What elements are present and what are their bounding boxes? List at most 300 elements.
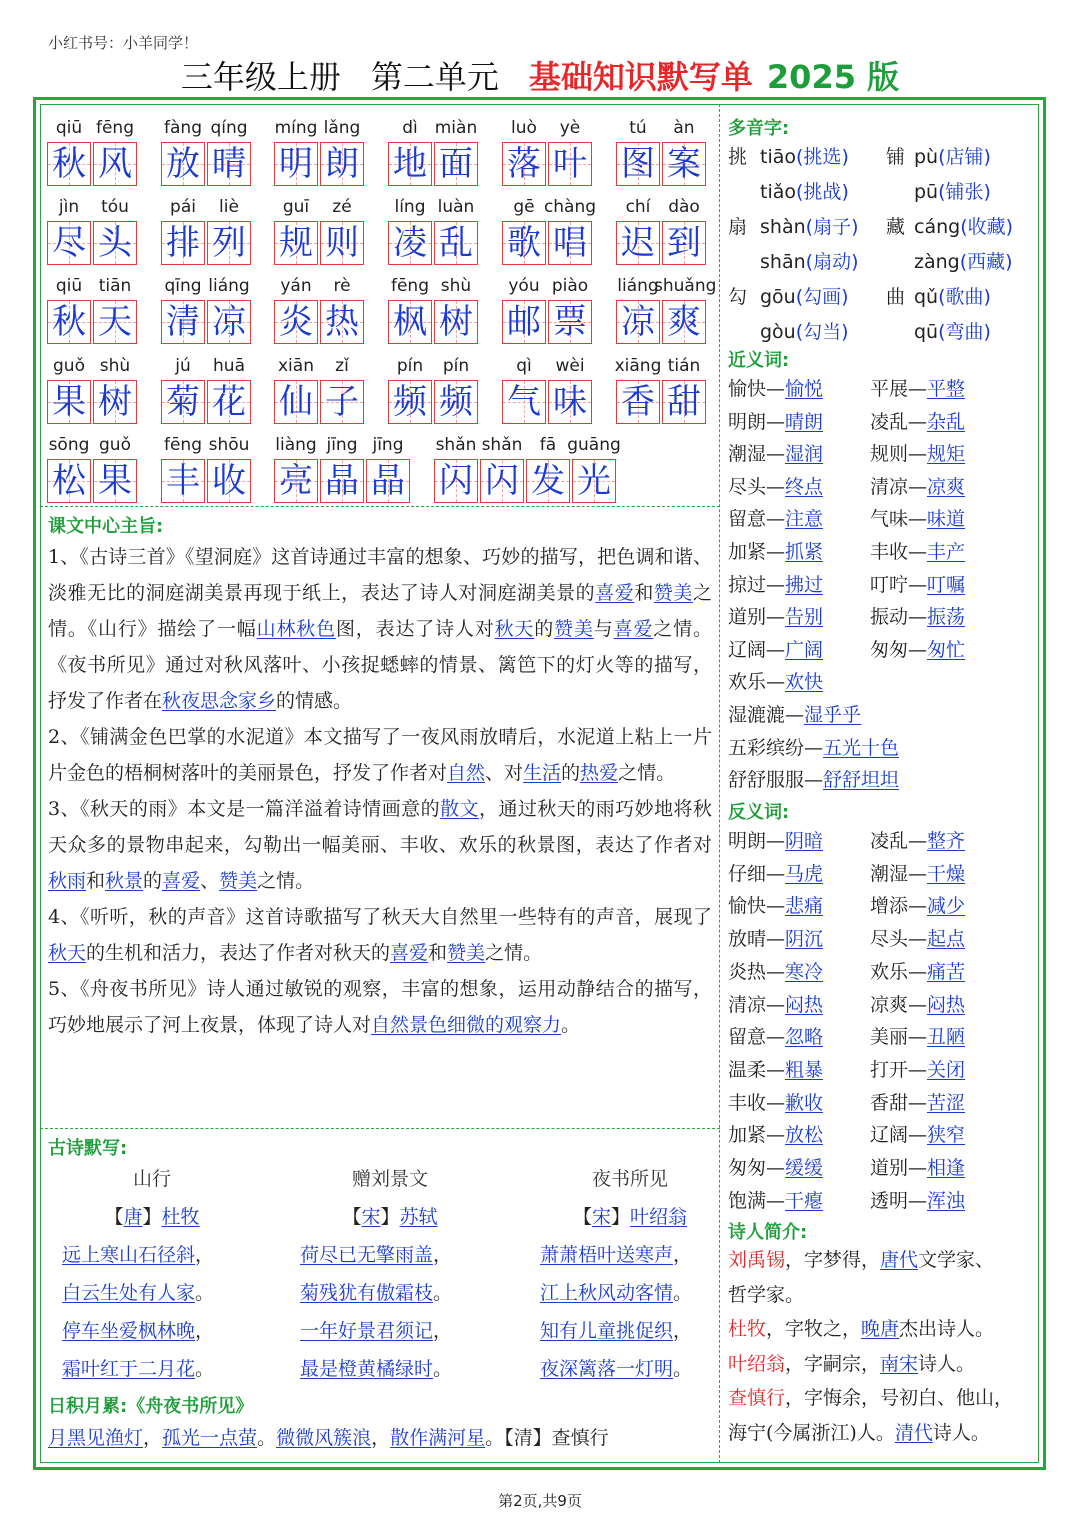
pinyin-syllable: fēng (390, 276, 429, 296)
character-box (388, 300, 432, 344)
underlined-answer: 晚唐 (861, 1318, 900, 1340)
character-box (207, 300, 251, 344)
vocab-word (388, 197, 480, 267)
section-duoyin-heading: 多音字: (728, 118, 790, 139)
text-run: 2、《铺满金色巴掌的水泥道》本文描写了一夜风雨放晴后，水泥道上粘上一片片金色的梧桐树落叶的美丽景色，抒发了作者对 (48, 726, 712, 784)
polyphone-word-wrap: (挑选) (796, 146, 849, 168)
poet-line (728, 1245, 994, 1272)
word-answer: 浑浊 (927, 1189, 966, 1212)
pinyin-syllable: míng (274, 118, 318, 138)
character-box (388, 380, 432, 424)
pinyin-syllable: zǐ (335, 356, 349, 376)
polyphone-word: 弯曲 (945, 321, 984, 343)
character-box (388, 142, 432, 186)
vocab-word (274, 197, 366, 267)
polyphone-pinyin: shān(扇动) (760, 251, 859, 273)
character-box (548, 221, 592, 265)
vocab-boxes (161, 221, 251, 265)
character: 秋 (52, 302, 86, 342)
word-base: 打开 (870, 1058, 909, 1081)
pinyin-syllable: gē (513, 197, 535, 217)
pinyin-syllable: qiū (55, 276, 83, 296)
poem-author: 苏轼 (399, 1206, 438, 1228)
word-base: 湿漉漉 (728, 704, 786, 726)
word-pair-row (728, 570, 1028, 600)
vocab-boxes (47, 221, 137, 265)
poem-punct: 。 (673, 1282, 693, 1304)
pinyin-syllable: guǒ (53, 356, 85, 376)
word-pair-row (728, 439, 1028, 469)
character: 唱 (553, 223, 587, 263)
word-answer: 味道 (927, 508, 966, 531)
word-base: 凉爽 (870, 993, 909, 1016)
word-answer: 整齐 (927, 830, 966, 852)
word-answer: 平整 (927, 378, 966, 400)
word-answer: 歉收 (785, 1091, 824, 1114)
character-box (320, 221, 364, 265)
poem-punct: 。 (433, 1282, 453, 1304)
word-pair-row (728, 733, 1028, 763)
character-box (502, 380, 546, 424)
polyphone-word: 勾当 (803, 321, 842, 343)
poem-verse: 萧萧梧叶送寒声 (540, 1244, 674, 1266)
polyphone-pinyin: pū(铺张) (914, 181, 991, 203)
word-base: 清凉 (728, 993, 767, 1016)
underlined-answer: 孤光一点萤 (162, 1427, 258, 1449)
polyphone-row (728, 282, 1028, 312)
text-run: 文学家、 (918, 1249, 995, 1271)
pinyin-syllable: qīng (164, 276, 202, 296)
vocab-boxes (616, 142, 706, 186)
polyphone-pinyin: zàng(西藏) (914, 251, 1013, 273)
character-box (320, 142, 364, 186)
word-base: 加紧 (728, 1124, 767, 1147)
poem-line (300, 1274, 480, 1312)
section-poets-heading: 诗人简介: (728, 1222, 808, 1243)
daily-verse (48, 1420, 609, 1456)
word-pair-row (728, 667, 1028, 697)
word-answer: 闷热 (927, 993, 966, 1016)
poem-punct: 。 (195, 1358, 215, 1380)
character-box (502, 300, 546, 344)
character-box (274, 300, 318, 344)
pinyin-syllable: qiū (55, 118, 83, 138)
word-pair: 加紧—放松 (728, 1124, 824, 1147)
word-base: 明朗 (728, 410, 767, 433)
pinyin-syllable: lǎng (323, 118, 361, 138)
text-run: 之情。 (485, 942, 543, 964)
underlined-answer: 喜爱 (613, 618, 654, 640)
poem-title: 山行 (132, 1168, 171, 1190)
text-run: 哲学家。 (728, 1283, 805, 1306)
polyphone-pinyin: cáng(收藏) (914, 216, 1014, 238)
word-pair-row (728, 700, 1028, 730)
character: 发 (531, 461, 565, 501)
underlined-answer: 喜爱 (390, 942, 429, 964)
word-base: 丰收 (728, 1091, 767, 1114)
character-box (434, 459, 478, 503)
poem-verse: 白云生处有人家 (62, 1282, 196, 1304)
text-run: 图，表达了诗人对 (335, 618, 495, 640)
word-answer: 悲痛 (785, 895, 824, 918)
poet-name: 查慎行 (728, 1387, 786, 1409)
word-answer: 叮嘱 (927, 573, 966, 596)
text-run: ，字梦得， (785, 1249, 881, 1271)
word-pair-row (728, 765, 1028, 795)
character: 晶 (325, 461, 359, 501)
vocab-boxes (388, 142, 478, 186)
character-box (616, 142, 660, 186)
word-base: 振动 (870, 606, 909, 629)
word-base: 潮湿 (870, 862, 909, 885)
vocab-boxes (47, 459, 137, 503)
word-answer: 缓缓 (785, 1157, 824, 1179)
word-base: 潮湿 (728, 443, 767, 466)
pinyin-syllable: líng (394, 197, 426, 217)
vocab-boxes (502, 221, 592, 265)
vocab-word (47, 197, 139, 267)
word-pair: 饱满—干瘪 (728, 1189, 824, 1212)
pinyin-syllable: liàng (275, 435, 317, 455)
word-pair-row (728, 924, 1028, 954)
character-box (366, 459, 410, 503)
word-pair: 湿漉漉—湿乎乎 (728, 704, 862, 726)
word-answer: 愉悦 (785, 378, 824, 400)
polyphone-char: 扇 (728, 216, 748, 238)
poem-author: 叶绍翁 (630, 1206, 688, 1228)
word-base: 炎热 (728, 960, 767, 983)
pinyin-syllable: shōu (208, 435, 250, 455)
polyphone-row (728, 317, 1028, 347)
pinyin-syllable: shǎn (481, 435, 523, 455)
vocab-word (47, 356, 139, 426)
pinyin-syllable: tóu (101, 197, 129, 217)
character-box (572, 459, 616, 503)
pinyin-syllable: tián (667, 356, 701, 376)
underlined-answer: 生活 (523, 762, 562, 784)
word-pair-row (728, 1088, 1028, 1118)
pinyin-syllable: yóu (508, 276, 540, 296)
poem-line (62, 1350, 242, 1388)
poem-dynasty: 宋 (361, 1206, 381, 1228)
character: 案 (667, 144, 701, 184)
word-base: 叮咛 (870, 573, 909, 596)
word-answer: 马虎 (785, 862, 824, 885)
polyphone-word-wrap: (歌曲) (938, 286, 991, 308)
underlined-answer: 赞美 (653, 582, 693, 604)
pinyin-syllable: guǒ (99, 435, 131, 455)
poem-punct: ， (195, 1320, 215, 1342)
theme-paragraph (48, 719, 712, 791)
text-run: 3、《秋天的雨》本文是一篇洋溢着诗情画意的 (48, 798, 441, 820)
text-run: 之情。《夜书所见》通过对秋风落叶、小孩捉蟋蟀的情景、篱笆下的灯火等的描写，抒发了作者在 (48, 618, 712, 712)
word-pair: 五彩缤纷—五光十色 (728, 736, 900, 759)
pinyin-syllable: xiāng (614, 356, 662, 376)
text-run: 与 (593, 618, 614, 640)
word-answer: 关闭 (927, 1058, 966, 1081)
word-base: 欢乐 (728, 671, 767, 694)
poem-line (540, 1350, 720, 1388)
character-box (207, 142, 251, 186)
word-pair: 留意—忽略 (728, 1026, 824, 1049)
vocab-word (274, 356, 366, 426)
poem-author-line: 【宋】苏轼 (342, 1206, 438, 1228)
word-answer: 五光十色 (823, 736, 900, 759)
poem-verse: 知有儿童挑促织 (540, 1320, 674, 1342)
section-theme-heading: 课文中心主旨: (48, 516, 164, 537)
word-pair-row (728, 602, 1028, 632)
character-box (93, 459, 137, 503)
pinyin-syllable: luò (511, 118, 537, 138)
character: 风 (98, 144, 132, 184)
word-base: 辽阔 (870, 1124, 909, 1147)
text-run: 海宁(今属浙江)人。 (728, 1421, 895, 1444)
character: 规 (279, 223, 313, 263)
vocab-word (47, 276, 139, 346)
character: 收 (212, 461, 246, 501)
text-run: ， (143, 1427, 163, 1449)
polyphone-word-wrap: (收藏) (960, 216, 1014, 238)
word-base: 道别 (728, 606, 767, 629)
poem-line (62, 1236, 242, 1274)
text-run: 。 (257, 1427, 277, 1449)
poem-title: 夜书所见 (591, 1168, 668, 1190)
title-grade: 三年级上册 (180, 58, 341, 96)
text-run: 。【清】查慎行 (485, 1427, 609, 1449)
word-base: 欢乐 (870, 960, 909, 983)
word-pair: 仔细—马虎 (728, 862, 824, 885)
underlined-answer: 自然景色细微的观察力 (371, 1014, 562, 1036)
polyphone-word-wrap: (店铺) (938, 146, 991, 168)
pinyin-syllable: jú (175, 356, 191, 376)
character: 果 (98, 461, 132, 501)
text-run: 5、《舟夜书所见》诗人通过敏锐的观察，丰富的想象，运用动静结合的描写，巧妙地展示了河上夜景，体现了诗人对 (48, 978, 712, 1036)
word-answer: 放松 (785, 1124, 824, 1147)
word-pair: 道别—告别 (728, 606, 824, 629)
poem-punct: 。 (433, 1358, 453, 1380)
section-poems-heading: 古诗默写: (48, 1138, 128, 1159)
word-pair: 明朗—阴暗 (728, 830, 824, 852)
word-answer: 相逢 (927, 1157, 966, 1179)
vocab-word (616, 276, 717, 346)
character: 仙 (279, 382, 313, 422)
text-run: ， (371, 1427, 391, 1449)
vocab-word (161, 435, 253, 505)
poem-punct: 。 (673, 1358, 693, 1380)
word-pair-row (728, 635, 1028, 665)
vocab-boxes (47, 142, 137, 186)
character: 树 (98, 382, 132, 422)
word-pair: 潮湿—干燥 (870, 862, 966, 885)
polyphone-word-wrap: (勾当) (795, 321, 849, 343)
divider-vocab (40, 506, 720, 507)
word-pair: 增添—减少 (870, 895, 966, 918)
character: 尽 (52, 223, 86, 263)
character-box (320, 380, 364, 424)
character-box (616, 380, 660, 424)
vocab-boxes (274, 459, 410, 503)
theme-paragraphs (48, 539, 712, 1043)
character: 邮 (507, 302, 541, 342)
text-run: ，通过秋天的雨巧妙地将秋天众多的景物串起来，勾勒出一幅美丽、丰收、欢乐的秋景图，表达了作者对 (48, 798, 712, 856)
poem-verse: 菊残犹有傲霜枝 (300, 1282, 434, 1304)
word-pair-row (728, 859, 1028, 889)
pinyin-syllable: dì (402, 118, 418, 138)
character-box (93, 142, 137, 186)
poem-verse: 霜叶红于二月花 (62, 1358, 196, 1380)
character: 松 (52, 461, 86, 501)
underlined-answer: 月黑见渔灯 (48, 1427, 144, 1449)
poet-line (728, 1314, 994, 1341)
underlined-answer: 秋夜思念家乡 (162, 690, 277, 712)
vocab-word (388, 118, 480, 188)
word-pair-row (728, 1120, 1028, 1150)
underlined-answer: 唐代 (880, 1249, 919, 1271)
theme-paragraph (48, 791, 712, 899)
character: 叶 (553, 144, 587, 184)
character-box (320, 300, 364, 344)
vocab-word (502, 197, 597, 267)
poem-dynasty: 宋 (591, 1206, 611, 1228)
word-base: 明朗 (728, 830, 767, 852)
character: 排 (166, 223, 200, 263)
polyphone-pinyin: tiǎo(挑战) (760, 181, 849, 203)
character-box (320, 459, 364, 503)
vocab-word (161, 276, 253, 346)
vocab-word (388, 276, 480, 346)
poem-line (540, 1274, 720, 1312)
pinyin-syllable: fàng (164, 118, 202, 138)
word-base: 加紧 (728, 541, 767, 563)
pinyin-syllable: qì (516, 356, 532, 376)
text-run: 和 (86, 870, 106, 892)
text-run: 的 (561, 762, 581, 784)
word-answer: 杂乱 (927, 410, 966, 433)
character: 票 (553, 302, 587, 342)
character-box (502, 221, 546, 265)
word-pair: 炎热—寒冷 (728, 960, 824, 983)
character: 花 (212, 382, 246, 422)
pinyin-syllable: zé (332, 197, 352, 217)
character-box (480, 459, 524, 503)
poem-author-line: 【宋】叶绍翁 (572, 1206, 688, 1228)
character: 爽 (667, 302, 701, 342)
polyphone-pinyin: qǔ(歌曲) (914, 286, 991, 308)
poem-line (300, 1236, 480, 1274)
word-answer: 起点 (927, 928, 966, 951)
pinyin-syllable: piào (551, 276, 589, 296)
word-base: 气味 (870, 508, 909, 531)
underlined-answer: 秋雨 (48, 870, 87, 892)
word-answer: 注意 (785, 508, 824, 531)
polyphone-char: 藏 (886, 216, 906, 238)
word-base: 五彩缤纷 (728, 736, 805, 759)
polyphone-word-wrap: (铺张) (938, 181, 991, 203)
vocab-word (161, 197, 253, 267)
underlined-answer: 热爱 (580, 762, 619, 784)
polyphone-row (728, 177, 1028, 207)
word-answer: 舒舒坦坦 (823, 769, 900, 792)
text-run: 杰出诗人。 (899, 1318, 995, 1340)
poem-line (62, 1312, 242, 1350)
title-main: 基础知识默写单 (528, 58, 753, 96)
polyphone-row (728, 142, 1028, 172)
divider-theme (40, 1128, 720, 1129)
poem-verse: 停车坐爱枫林晚 (62, 1320, 196, 1342)
vocab-word (502, 356, 594, 426)
word-base: 凌乱 (870, 410, 909, 433)
word-pair: 舒舒服服—舒舒坦坦 (728, 769, 900, 792)
character: 秋 (52, 144, 86, 184)
character-box (434, 221, 478, 265)
character: 凌 (393, 223, 427, 263)
word-pair: 辽阔—广阔 (728, 638, 824, 661)
word-base: 留意 (728, 508, 767, 531)
word-base: 道别 (870, 1157, 909, 1179)
poem-verse: 江上秋风动客情 (540, 1282, 674, 1304)
character: 光 (577, 461, 611, 501)
underlined-answer: 喜爱 (162, 870, 201, 892)
word-answer: 阴暗 (785, 830, 824, 852)
vocab-word (502, 118, 594, 188)
word-base: 香甜 (870, 1091, 909, 1114)
vocab-boxes (274, 221, 364, 265)
word-pair-row (728, 891, 1028, 921)
word-pair: 规则—规矩 (870, 443, 966, 466)
pinyin-syllable: huā (213, 356, 245, 376)
character-box (274, 221, 318, 265)
text-run: ，字牧之， (766, 1318, 862, 1340)
word-answer: 凉爽 (927, 475, 966, 498)
pinyin-syllable: jīng (326, 435, 358, 455)
word-answer: 终点 (785, 475, 824, 498)
character-box (274, 142, 318, 186)
word-pair: 气味—味道 (870, 508, 966, 531)
word-pair: 美丽—丑陋 (870, 1026, 966, 1049)
polyphone-pinyin: gòu(勾当) (760, 321, 849, 343)
polyphone-row (728, 212, 1028, 242)
character-box (662, 300, 706, 344)
word-pair: 明朗—晴朗 (728, 410, 824, 433)
pinyin-syllable: shuǎng (654, 276, 717, 296)
word-pair: 温柔—粗暴 (728, 1058, 824, 1081)
word-pair: 振动—振荡 (870, 606, 966, 629)
vocab-boxes (47, 300, 137, 344)
word-pair: 尽头—起点 (870, 928, 966, 951)
word-pair-row (728, 1055, 1028, 1085)
character: 枫 (393, 302, 427, 342)
character: 气 (507, 382, 541, 422)
text-run: 。 (561, 1014, 581, 1036)
vocab-boxes (161, 142, 251, 186)
vocab-boxes (47, 380, 137, 424)
polyphone-word-wrap: (西藏) (959, 251, 1013, 273)
word-pair-row (728, 957, 1028, 987)
word-answer: 粗暴 (785, 1058, 824, 1081)
word-base: 清凉 (870, 475, 909, 498)
word-pair: 欢乐—痛苦 (870, 960, 966, 983)
word-answer: 湿润 (785, 443, 824, 466)
word-pair: 潮湿—湿润 (728, 443, 824, 466)
polyphone-word: 店铺 (945, 146, 984, 168)
pinyin-syllable: fēng (95, 118, 134, 138)
word-base: 温柔 (728, 1058, 767, 1081)
character-box (616, 300, 660, 344)
character: 放 (166, 144, 200, 184)
character-box (274, 459, 318, 503)
word-base: 平展 (870, 378, 909, 400)
text-run: 之情。 (618, 762, 676, 784)
